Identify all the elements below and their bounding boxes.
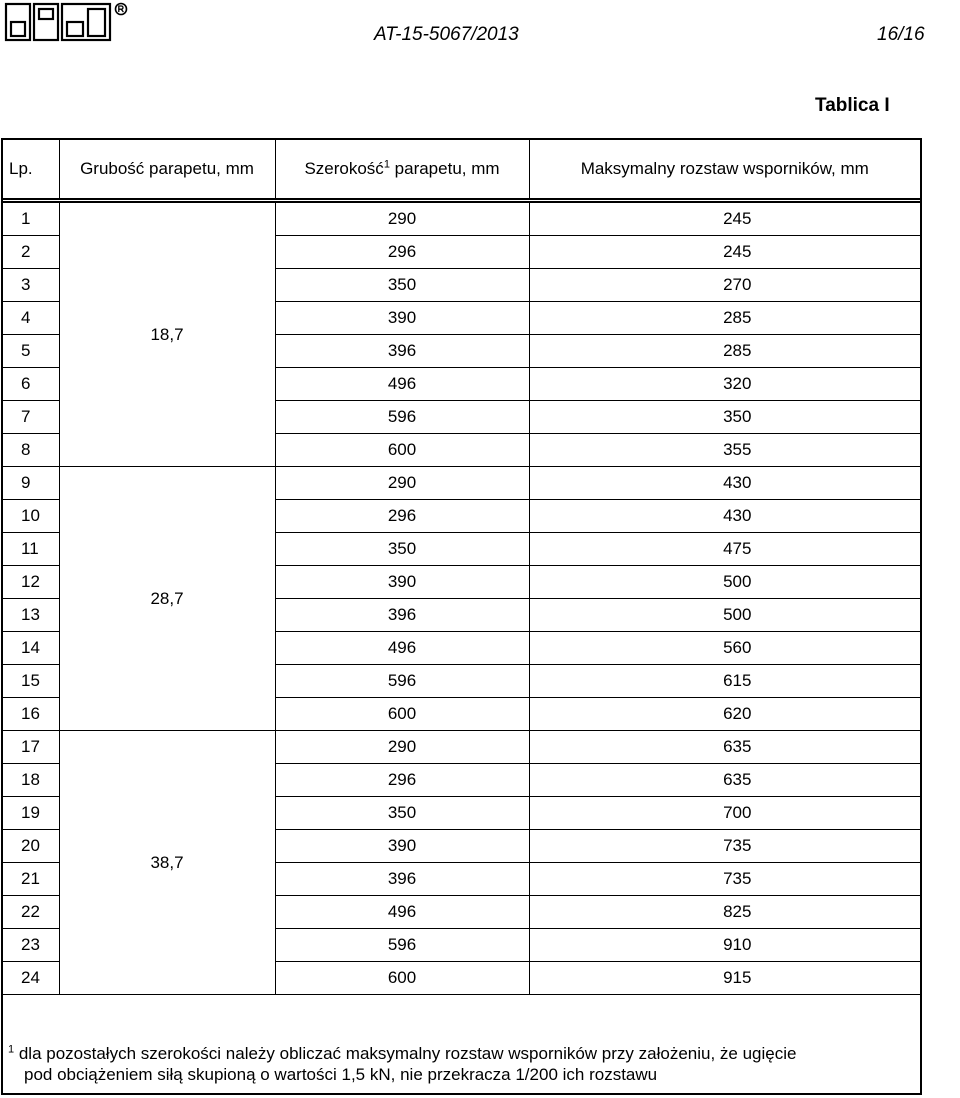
cell-thickness: 38,7 xyxy=(59,731,275,995)
cell-width: 390 xyxy=(275,302,529,335)
cell-lp: 4 xyxy=(3,302,59,335)
cell-width: 296 xyxy=(275,764,529,797)
cell-width: 600 xyxy=(275,434,529,467)
cell-spacing: 320 xyxy=(529,368,920,401)
cell-width: 350 xyxy=(275,269,529,302)
cell-width: 596 xyxy=(275,401,529,434)
header-thickness: Grubość parapetu, mm xyxy=(59,140,275,199)
cell-spacing: 910 xyxy=(529,929,920,962)
cell-spacing: 560 xyxy=(529,632,920,665)
cell-width: 596 xyxy=(275,929,529,962)
cell-lp: 21 xyxy=(3,863,59,896)
cell-spacing: 245 xyxy=(529,202,920,236)
cell-spacing: 735 xyxy=(529,863,920,896)
cell-lp: 5 xyxy=(3,335,59,368)
footnote-ref: 1 xyxy=(383,158,390,171)
cell-spacing: 285 xyxy=(529,302,920,335)
registered-mark-icon xyxy=(116,4,127,15)
cell-spacing: 635 xyxy=(529,731,920,764)
cell-lp: 14 xyxy=(3,632,59,665)
cell-width: 496 xyxy=(275,896,529,929)
cell-width: 396 xyxy=(275,599,529,632)
cell-spacing: 635 xyxy=(529,764,920,797)
cell-spacing: 355 xyxy=(529,434,920,467)
cell-width: 290 xyxy=(275,467,529,500)
cell-lp: 12 xyxy=(3,566,59,599)
cell-lp: 9 xyxy=(3,467,59,500)
cell-lp: 22 xyxy=(3,896,59,929)
table-header-row xyxy=(3,140,920,199)
cell-lp: 20 xyxy=(3,830,59,863)
header-width: Szerokość$^1$ parapetu, mm xyxy=(275,140,529,199)
cell-spacing: 270 xyxy=(529,269,920,302)
cell-width: 396 xyxy=(275,863,529,896)
cell-width: 290 xyxy=(275,202,529,236)
cell-spacing: 285 xyxy=(529,335,920,368)
cell-width: 596 xyxy=(275,665,529,698)
cell-lp: 3 xyxy=(3,269,59,302)
cell-width: 290 xyxy=(275,731,529,764)
cell-spacing: 475 xyxy=(529,533,920,566)
cell-lp: 6 xyxy=(3,368,59,401)
cell-lp: 24 xyxy=(3,962,59,995)
cell-width: 600 xyxy=(275,962,529,995)
cell-width: 296 xyxy=(275,500,529,533)
cell-lp: 11 xyxy=(3,533,59,566)
cell-spacing: 825 xyxy=(529,896,920,929)
cell-spacing: 500 xyxy=(529,599,920,632)
itb-logo xyxy=(4,2,130,42)
cell-lp: 15 xyxy=(3,665,59,698)
footnote-marker: 1 xyxy=(8,1043,15,1056)
cell-width: 396 xyxy=(275,335,529,368)
cell-lp: 8 xyxy=(3,434,59,467)
cell-lp: 16 xyxy=(3,698,59,731)
table-row xyxy=(3,731,920,764)
cell-width: 390 xyxy=(275,830,529,863)
cell-thickness: 28,7 xyxy=(59,467,275,731)
cell-width: 600 xyxy=(275,698,529,731)
cell-lp: 17 xyxy=(3,731,59,764)
document-number: AT-15-5067/2013 xyxy=(374,24,519,45)
table-row xyxy=(3,202,920,236)
cell-lp: 18 xyxy=(3,764,59,797)
cell-width: 350 xyxy=(275,797,529,830)
page-number: 16/16 xyxy=(877,24,925,45)
cell-width: 296 xyxy=(275,236,529,269)
footnote xyxy=(8,1043,918,1085)
spacing-table xyxy=(3,140,920,995)
footnote-line-2: pod obciążeniem siłą skupioną o wartości 1,5 kN, nie przekracza 1/200 ich rozstawu xyxy=(24,1065,658,1084)
cell-width: 350 xyxy=(275,533,529,566)
table-title: Tablica I xyxy=(815,95,890,116)
cell-spacing: 620 xyxy=(529,698,920,731)
cell-spacing: 615 xyxy=(529,665,920,698)
cell-lp: 7 xyxy=(3,401,59,434)
cell-lp: 1 xyxy=(3,202,59,236)
cell-spacing: 350 xyxy=(529,401,920,434)
cell-spacing: 245 xyxy=(529,236,920,269)
cell-spacing: 735 xyxy=(529,830,920,863)
cell-spacing: 500 xyxy=(529,566,920,599)
cell-lp: 19 xyxy=(3,797,59,830)
cell-width: 390 xyxy=(275,566,529,599)
cell-lp: 10 xyxy=(3,500,59,533)
cell-thickness: 18,7 xyxy=(59,202,275,467)
cell-lp: 23 xyxy=(3,929,59,962)
header-lp: Lp. xyxy=(3,140,59,199)
cell-spacing: 430 xyxy=(529,467,920,500)
cell-spacing: 700 xyxy=(529,797,920,830)
header-spacing: Maksymalny rozstaw wsporników, mm xyxy=(529,140,920,199)
cell-lp: 2 xyxy=(3,236,59,269)
table-row xyxy=(3,467,920,500)
cell-width: 496 xyxy=(275,368,529,401)
cell-spacing: 430 xyxy=(529,500,920,533)
cell-lp: 13 xyxy=(3,599,59,632)
cell-spacing: 915 xyxy=(529,962,920,995)
cell-width: 496 xyxy=(275,632,529,665)
table-body xyxy=(3,202,920,995)
footnote-line-1: dla pozostałych szerokości należy obliczać maksymalny rozstaw wsporników przy założeniu, że ugięcie xyxy=(14,1044,797,1063)
